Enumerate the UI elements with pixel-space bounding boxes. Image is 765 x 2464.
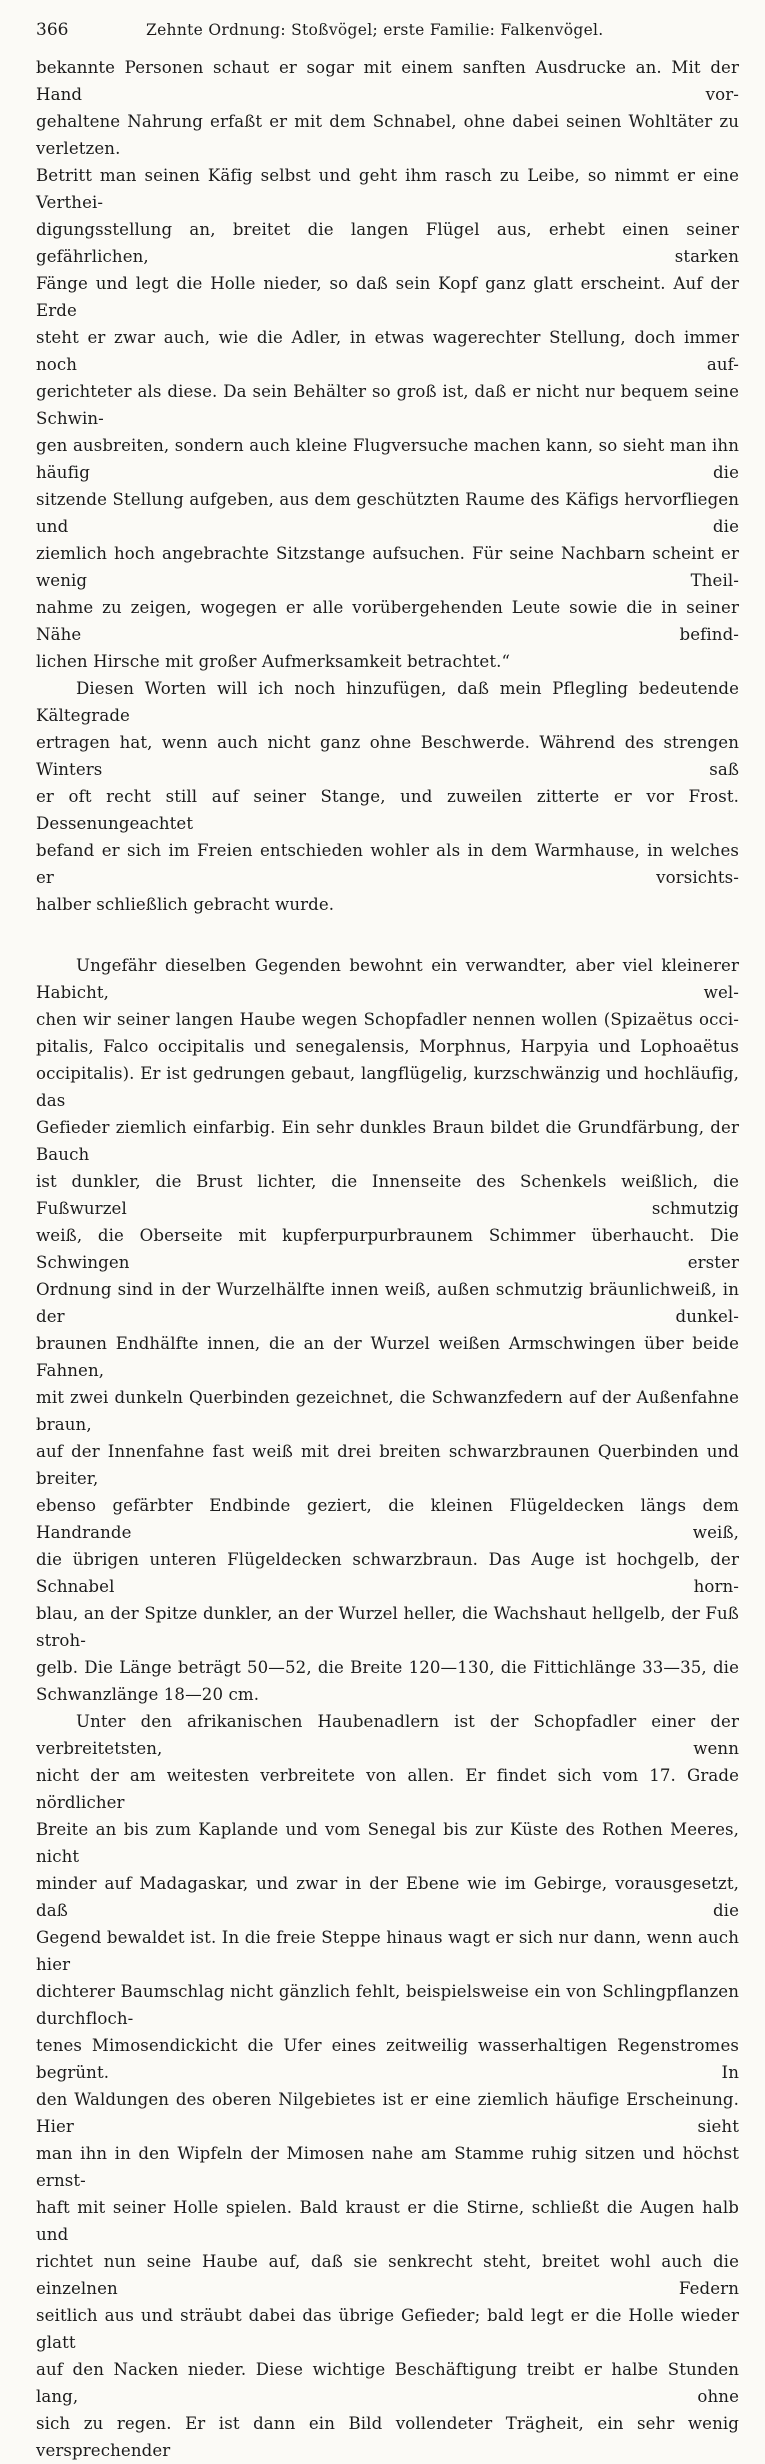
quote-paragraph (36, 54, 739, 675)
text-line: gelb. Die Länge beträgt 50—52, die Breite 120—130, die Fittichlänge 33—35, die (36, 1658, 739, 1677)
text-line: mit zwei dunkeln Querbinden gezeichnet, die Schwanzfedern auf der Außenfahne braun, (36, 1388, 739, 1434)
text-line: bekannte Personen schaut er sogar mit einem sanften Ausdrucke an. Mit der Hand vor- (36, 58, 739, 104)
text-line: Gefieder ziemlich einfarbig. Ein sehr dunkles Braun bildet die Grundfärbung, der Bauch (36, 1118, 739, 1164)
running-title: Zehnte Ordnung: Stoßvögel; erste Familie: Falkenvögel. (146, 21, 604, 39)
text-line: ziemlich hoch angebrachte Sitzstange aufsuchen. Für seine Nachbarn scheint er wenig Theil- (36, 544, 739, 590)
text-line: Fänge und legt die Holle nieder, so daß sein Kopf ganz glatt erscheint. Auf der Erde (36, 274, 739, 320)
text-line: Ordnung sind in der Wurzelhälfte innen weiß, außen schmutzig bräunlichweiß, in der dunkel- (36, 1280, 739, 1326)
text-line: befand er sich im Freien entschieden wohler als in dem Warmhause, in welches er vorsichts- (36, 841, 739, 887)
text-line: die übrigen unteren Flügeldecken schwarzbraun. Das Auge ist hochgelb, der Schnabel horn- (36, 1550, 739, 1596)
text-line: auf der Innenfahne fast weiß mit drei breiten schwarzbraunen Querbinden und breiter, (36, 1442, 739, 1488)
section-gap (36, 918, 739, 952)
text-line: gen ausbreiten, sondern auch kleine Flugversuche machen kann, so sieht man ihn häufig die (36, 436, 739, 482)
text-line: Betritt man seinen Käfig selbst und geht ihm rasch zu Leibe, so nimmt er eine Verthei- (36, 166, 739, 212)
text-line: tenes Mimosendickicht die Ufer eines zeitweilig wasserhaltigen Regenstromes begrünt. In (36, 2036, 739, 2082)
text-line: gehaltene Nahrung erfaßt er mit dem Schnabel, ohne dabei seinen Wohltäter zu verletzen. (36, 112, 739, 158)
text-line: richtet nun seine Haube auf, daß sie senkrecht steht, breitet wohl auch die einzelnen Federn (36, 2252, 739, 2298)
page-number: 366 (36, 20, 69, 40)
text-line: den Waldungen des oberen Nilgebietes ist er eine ziemlich häufige Erscheinung. Hier sieht (36, 2090, 739, 2136)
text-line: dichterer Baumschlag nicht gänzlich fehlt, beispielsweise ein von Schlingpflanzen durchfloch- (36, 1982, 739, 2028)
text-line: steht er zwar auch, wie die Adler, in etwas wagerechter Stellung, doch immer noch auf- (36, 328, 739, 374)
text-line: halber schließlich gebracht wurde. (36, 895, 335, 914)
text-line: seitlich aus und sträubt dabei das übrige Gefieder; bald legt er die Holle wieder glatt (36, 2306, 739, 2352)
species-paragraph (36, 952, 739, 1708)
text-line: Diesen Worten will ich noch hinzufügen, daß mein Pflegling bedeutende Kältegrade (36, 679, 739, 725)
text-line: braunen Endhälfte innen, die an der Wurzel weißen Armschwingen über beide Fahnen, (36, 1334, 739, 1380)
text-line: digungsstellung an, breitet die langen Flügel aus, erhebt einen seiner gefährlichen, starken (36, 220, 739, 266)
text-line: Ungefähr dieselben Gegenden bewohnt ein verwandter, aber viel kleinerer Habicht, wel- (36, 956, 739, 1002)
text-line: Schwanzlänge 18—20 cm. (36, 1685, 260, 1704)
text-line: lichen Hirsche mit großer Aufmerksamkeit betrachtet.“ (36, 652, 511, 671)
text-line: auf den Nacken nieder. Diese wichtige Beschäftigung treibt er halbe Stunden lang, ohne (36, 2360, 739, 2406)
text-line: ebenso gefärbter Endbinde geziert, die kleinen Flügeldecken längs dem Handrande weiß, (36, 1496, 739, 1542)
addendum-paragraph (36, 675, 739, 918)
text-line: er oft recht still auf seiner Stange, und zuweilen zitterte er vor Frost. Dessenungeachtet (36, 787, 739, 833)
text-line: chen wir seiner langen Haube wegen Schopfadler nennen wollen (Spizaëtus occi- (36, 1010, 739, 1029)
text-line: ist dunkler, die Brust lichter, die Innenseite des Schenkels weißlich, die Fußwurzel schmutzig (36, 1172, 739, 1218)
text-line: gerichteter als diese. Da sein Behälter so groß ist, daß er nicht nur bequem seine Schwin- (36, 382, 739, 428)
text-line: haft mit seiner Holle spielen. Bald kraust er die Stirne, schließt die Augen halb und (36, 2198, 739, 2244)
text-line: Breite an bis zum Kaplande und vom Senegal bis zur Küste des Rothen Meeres, nicht (36, 1820, 739, 1866)
text-line: weiß, die Oberseite mit kupferpurpurbraunem Schimmer überhaucht. Die Schwingen erster (36, 1226, 739, 1272)
text-line: pitalis, Falco occipitalis und senegalensis, Morphnus, Harpyia und Lophoaëtus (36, 1037, 739, 1056)
text-line: sitzende Stellung aufgeben, aus dem geschützten Raume des Käfigs hervorfliegen und die (36, 490, 739, 536)
text-line: Unter den afrikanischen Haubenadlern ist der Schopfadler einer der verbreitetsten, wenn (36, 1712, 739, 1758)
text-line: man ihn in den Wipfeln der Mimosen nahe am Stamme ruhig sitzen und höchst ernst- (36, 2144, 739, 2190)
text-line: nicht der am weitesten verbreitete von allen. Er findet sich vom 17. Grade nördlicher (36, 1766, 739, 1812)
text-line: minder auf Madagaskar, und zwar in der Ebene wie im Gebirge, vorausgesetzt, daß die (36, 1874, 739, 1920)
text-line: nahme zu zeigen, wogegen er alle vorübergehenden Leute sowie die in seiner Nähe befind- (36, 598, 739, 644)
text-line: sich zu regen. Er ist dann ein Bild vollendeter Trägheit, ein sehr wenig versprechender (36, 2414, 739, 2460)
range-paragraph (36, 1708, 739, 2464)
text-line: Gegend bewaldet ist. In die freie Steppe hinaus wagt er sich nur dann, wenn auch hier (36, 1928, 739, 1974)
text-line: blau, an der Spitze dunkler, an der Wurzel heller, die Wachshaut hellgelb, der Fuß stroh- (36, 1604, 739, 1650)
text-line: ertragen hat, wenn auch nicht ganz ohne Beschwerde. Während des strengen Winters saß (36, 733, 739, 779)
running-head (36, 20, 739, 54)
text-line: occipitalis). Er ist gedrungen gebaut, langflügelig, kurzschwänzig und hochläufig, das (36, 1064, 739, 1110)
